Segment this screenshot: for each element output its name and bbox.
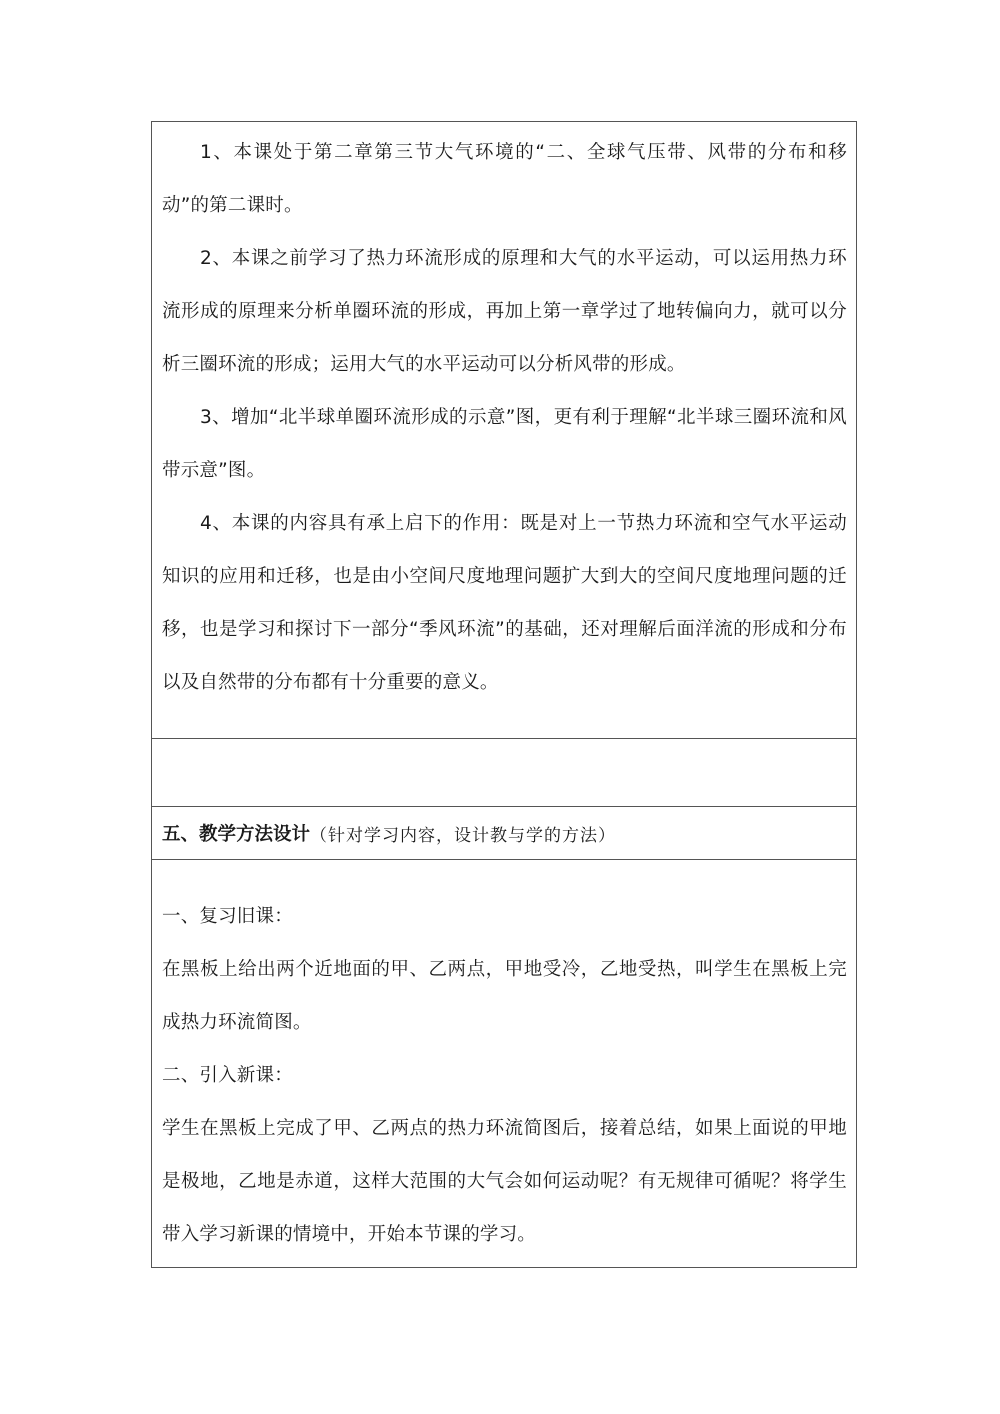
section-heading-title: 五、教学方法设计 xyxy=(162,824,311,845)
review-text: 在黑板上给出两个近地面的甲、乙两点，甲地受冷，乙地受热，叫学生在黑板上完成热力环流简图。 xyxy=(162,959,847,1033)
intro-paragraph-3: 3、增加“北半球单圈环流形成的示意”图，更有利于理解“北半球三圈环流和风带示意”图。 xyxy=(162,407,847,481)
new-lesson-title: 二、引入新课： xyxy=(162,1065,293,1086)
lesson-plan-table xyxy=(151,121,857,1268)
lesson-analysis-cell xyxy=(152,122,856,739)
intro-paragraph-2: 2、本课之前学习了热力环流形成的原理和大气的水平运动，可以运用热力环流形成的原理来分析单圈环流的形成，再加上第一章学过了地转偏向力，就可以分析三圈环流的形成；运用大气的水平运动可以分析风带的形成。 xyxy=(162,248,847,375)
review-title: 一、复习旧课： xyxy=(162,906,293,927)
intro-paragraph-1: 1、本课处于第二章第三节大气环境的“二、全球气压带、风带的分布和移动”的第二课时。 xyxy=(162,142,847,216)
section-heading-note: （针对学习内容，设计教与学的方法） xyxy=(310,825,617,846)
new-lesson-text: 学生在黑板上完成了甲、乙两点的热力环流简图后，接着总结，如果上面说的甲地是极地，乙地是赤道，这样大范围的大气会如何运动呢？有无规律可循呢？将学生带入学习新课的情境中，开始本节课的学习。 xyxy=(162,1118,847,1245)
teaching-methods-cell xyxy=(152,860,856,1267)
section-heading-row xyxy=(152,807,856,860)
intro-paragraph-4: 4、本课的内容具有承上启下的作用：既是对上一节热力环流和空气水平运动知识的应用和迁移，也是由小空间尺度地理问题扩大到大的空间尺度地理问题的迁移，也是学习和探讨下一部分“季风环流”的基础，还对理解后面洋流的形成和分布以及自然带的分布都有十分重要的意义。 xyxy=(162,513,847,693)
empty-row xyxy=(152,739,856,807)
